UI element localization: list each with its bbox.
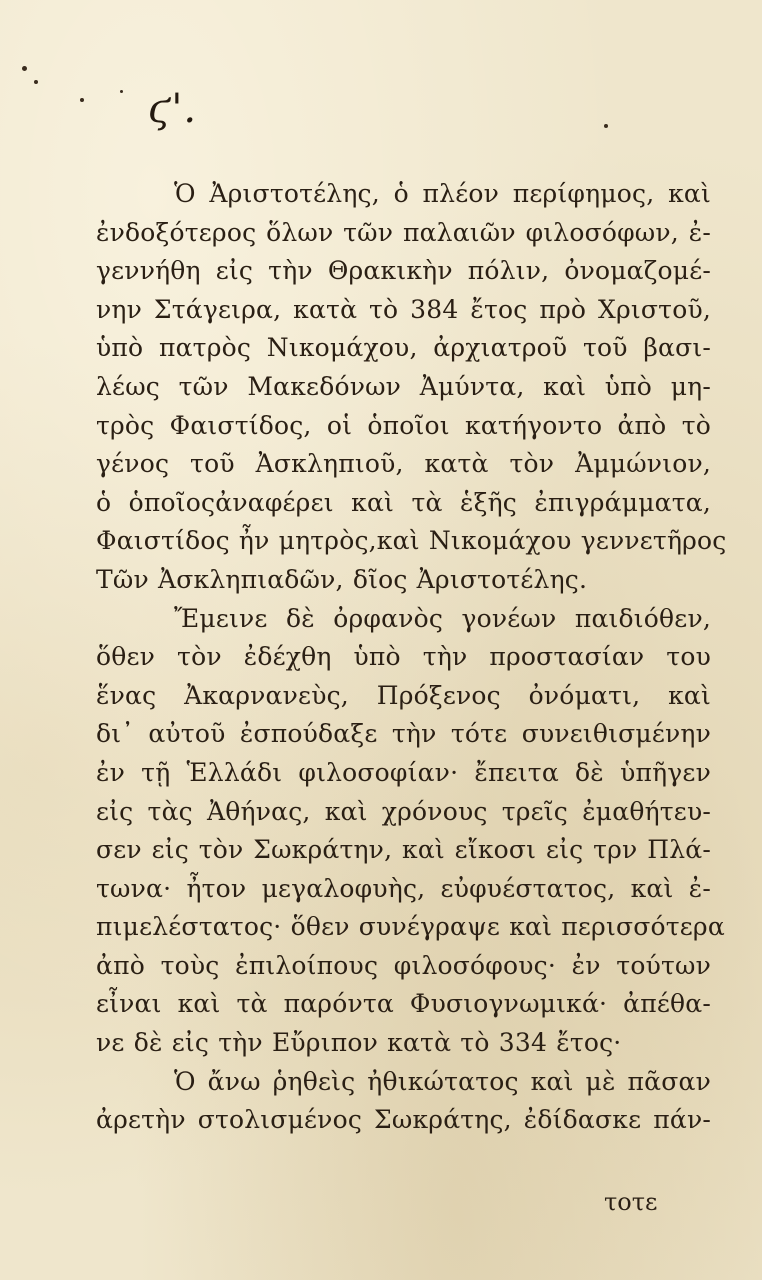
text-line: λέως τῶν Μακεδόνων Ἀμύντα, καὶ ὑπὸ μη- xyxy=(96,371,711,401)
text-line: ἀπὸ τοὺς ἐπιλοίπους φιλοσόφους· ἐν τούτων xyxy=(96,950,711,980)
text-line: ἐν τῇ Ἑλλάδι φιλοσοφίαν· ἔπειτα δὲ ὑπῆγεν xyxy=(96,757,711,787)
text-line: ὅθεν τὸν ἐδέχθη ὑπὸ τὴν προστασίαν του xyxy=(96,642,711,672)
text-line: Τῶν Ἀσκληπιαδῶν, δῖος Ἀριστοτέλης. xyxy=(96,564,588,594)
text-line: Φαιστίδος ἦν μητρὸς,καὶ Νικομάχου γεννετῆρος xyxy=(96,526,727,556)
ink-speck xyxy=(22,66,27,71)
text-line: ὁ ὁποῖοςἀναφέρει καὶ τὰ ἑξῆς ἐπιγράμματα, xyxy=(96,487,711,517)
text-line: ὑπὸ πατρὸς Νικομάχου, ἀρχιατροῦ τοῦ βασι- xyxy=(96,333,711,363)
text-line: σεν εἰς τὸν Σωκράτην, καὶ εἴκοσι εἰς τρν Πλά- xyxy=(96,835,711,865)
body-text xyxy=(96,175,727,1140)
text-line: Ἔμεινε δὲ ὀρφανὸς γονέων παιδιόθεν, xyxy=(174,603,711,633)
ink-speck xyxy=(80,98,84,102)
text-line: νην Στάγειρα, κατὰ τὸ 384 ἔτος πρὸ Χριστοῦ, xyxy=(96,294,711,324)
ink-speck xyxy=(604,124,608,128)
page-number: ϛ'. xyxy=(148,86,198,132)
text-line: ἀρετὴν στολισμένος Σωκράτης, ἐδίδασκε πάν- xyxy=(96,1105,711,1135)
text-line: ἐνδοξότερος ὅλων τῶν παλαιῶν φιλοσόφων, ἐ- xyxy=(96,217,711,247)
text-line: Ὁ Ἀριστοτέλης, ὁ πλέον περίφημος, καὶ xyxy=(174,179,711,208)
text-line: γένος τοῦ Ἀσκληπιοῦ, κατὰ τὸν Ἀμμώνιον, xyxy=(96,449,711,479)
text-line: νε δὲ εἰς τὴν Εὔριπον κατὰ τὸ 334 ἔτος· xyxy=(96,1028,622,1058)
text-line: Ὁ ἄνω ῥηθεὶς ἠθικώτατος καὶ μὲ πᾶσαν xyxy=(174,1066,711,1096)
text-line: γεννήθη εἰς τὴν Θρακικὴν πόλιν, ὀνομαζομέ- xyxy=(96,256,711,286)
text-line: πιμελέστατος· ὅθεν συνέγραψε καὶ περισσότερα xyxy=(96,912,725,942)
ink-speck xyxy=(34,80,38,84)
text-line: δι᾽ αὐτοῦ ἐσπούδαξε τὴν τότε συνειθισμένην xyxy=(96,719,711,749)
text-line: ἕνας Ἀκαρνανεὺς, Πρόξενος ὀνόματι, καὶ xyxy=(96,680,711,710)
text-line: εἶναι καὶ τὰ παρόντα Φυσιογνωμικά· ἀπέθα- xyxy=(96,989,711,1019)
catchword: τοτε xyxy=(604,1188,658,1216)
text-line: εἰς τὰς Ἀθήνας, καὶ χρόνους τρεῖς ἐμαθήτευ- xyxy=(96,796,711,826)
text-line: τωνα· ἦτον μεγαλοφυὴς, εὐφυέστατος, καὶ ἐ- xyxy=(96,873,711,903)
text-line: τρὸς Φαιστίδος, οἱ ὁποῖοι κατήγοντο ἀπὸ τὸ xyxy=(96,410,711,440)
ink-speck xyxy=(120,90,123,93)
